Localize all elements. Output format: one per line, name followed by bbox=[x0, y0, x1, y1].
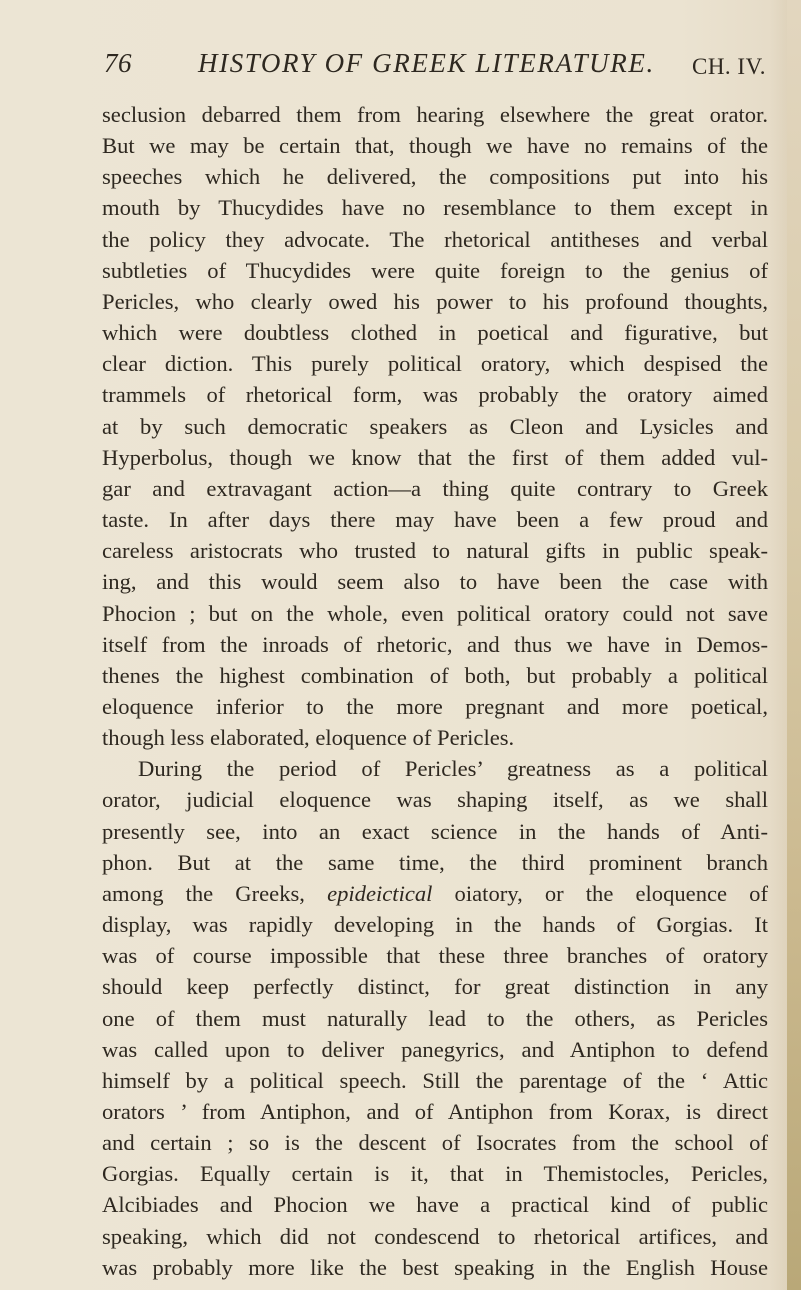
text-line: ing, and this would seem also to have been the case with bbox=[102, 569, 768, 595]
text-line: During the period of Pericles’ greatness as a political bbox=[138, 756, 768, 782]
text-line: taste. In after days there may have been a few proud and bbox=[102, 507, 768, 533]
text-line: trammels of rhetorical form, was probably the oratory aimed bbox=[102, 382, 768, 408]
text-line: careless aristocrats who trusted to natural gifts in public speak- bbox=[102, 538, 768, 564]
text-line: Phocion ; but on the whole, even political oratory could not save bbox=[102, 600, 768, 626]
text-line: seclusion debarred them from hearing elsewhere the great orator. bbox=[102, 102, 768, 127]
text-line: and certain ; so is the descent of Isocrates from the school of bbox=[102, 1130, 768, 1156]
text-line: should keep perfectly distinct, for great distinction in any bbox=[102, 974, 768, 1000]
running-header bbox=[104, 48, 774, 84]
text-line: subtleties of Thucydides were quite foreign to the genius of bbox=[102, 257, 768, 283]
text-line: was called upon to deliver panegyrics, and Antiphon to defend bbox=[102, 1036, 768, 1062]
text-line: at by such democratic speakers as Cleon and Lysicles and bbox=[102, 413, 768, 439]
text-line: Gorgias. Equally certain is it, that in Themistocles, Pericles, bbox=[102, 1161, 768, 1187]
text-line: orators ’ from Antiphon, and of Antiphon from Korax, is direct bbox=[102, 1099, 768, 1124]
text-line: thenes the highest combination of both, but probably a political bbox=[102, 662, 768, 688]
text-line: speaking, which did not condescend to rhetorical artifices, and bbox=[102, 1223, 768, 1249]
body-text bbox=[102, 99, 768, 1283]
text-segment: among the Greeks, bbox=[102, 880, 328, 906]
text-line: display, was rapidly developing in the hands of Gorgias. It bbox=[102, 912, 768, 938]
text-line: one of them must naturally lead to the others, as Pericles bbox=[102, 1005, 768, 1031]
chapter-label: CH. IV. bbox=[691, 54, 766, 79]
text-line: mouth by Thucydides have no resemblance to them except in bbox=[102, 195, 768, 221]
running-title: HISTORY OF GREEK LITERATURE. bbox=[198, 48, 655, 78]
text-line: Pericles, who clearly owed his power to his profound thoughts, bbox=[102, 288, 768, 314]
text-line: orator, judicial eloquence was shaping itself, as we shall bbox=[102, 787, 768, 813]
text-line: though less elaborated, eloquence of Pericles. bbox=[102, 725, 515, 751]
italic-term: epideictical bbox=[327, 880, 433, 906]
text-line: was probably more like the best speaking in the English House bbox=[102, 1254, 768, 1280]
text-line bbox=[102, 878, 768, 909]
text-line: But we may be certain that, though we have no remains of the bbox=[102, 133, 768, 159]
text-line: eloquence inferior to the more pregnant and more poetical, bbox=[102, 693, 768, 719]
text-line: presently see, into an exact science in the hands of Anti- bbox=[102, 818, 768, 844]
text-line: himself by a political speech. Still the parentage of the ‘ Attic bbox=[102, 1067, 768, 1093]
text-line: phon. But at the same time, the third prominent branch bbox=[102, 849, 768, 875]
page-number: 76 bbox=[104, 48, 132, 78]
text-line: itself from the inroads of rhetoric, and thus we have in Demos- bbox=[102, 631, 768, 657]
text-line: gar and extravagant action—a thing quite contrary to Greek bbox=[102, 475, 768, 501]
text-line: which were doubtless clothed in poetical and figurative, but bbox=[102, 320, 768, 346]
text-line: Alcibiades and Phocion we have a practical kind of public bbox=[102, 1192, 768, 1218]
text-line: was of course impossible that these three branches of oratory bbox=[102, 943, 768, 969]
text-line: speeches which he delivered, the compositions put into his bbox=[102, 164, 768, 190]
text-line: Hyperbolus, though we know that the first of them added vul- bbox=[102, 444, 768, 470]
text-line: the policy they advocate. The rhetorical antitheses and verbal bbox=[102, 226, 768, 252]
text-segment: oiatory, or the eloquence of bbox=[432, 880, 768, 906]
text-line: clear diction. This purely political oratory, which despised the bbox=[102, 351, 768, 377]
page-edge-shadow bbox=[787, 0, 801, 1290]
